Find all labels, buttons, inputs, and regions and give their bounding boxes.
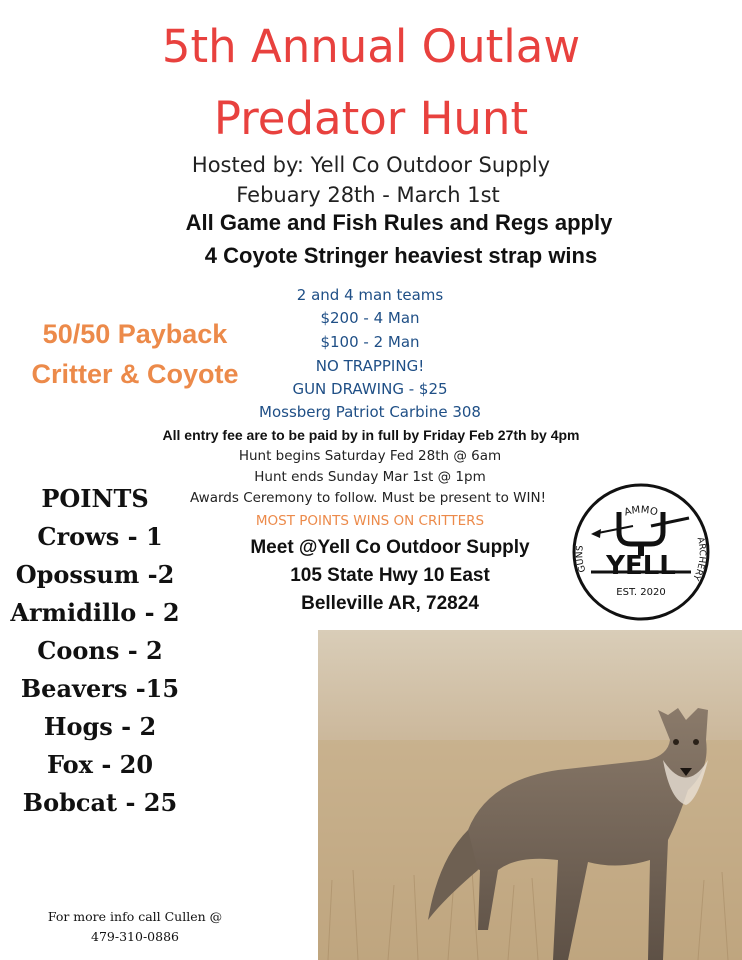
payback-line-1: 50/50 Payback	[42, 319, 228, 349]
points-item: Opossum -2	[15, 560, 175, 589]
title-line-2: Predator Hunt	[213, 92, 529, 145]
contact-line-2: 479-310-0886	[91, 929, 179, 944]
logo-ammo-text: AMMO	[622, 504, 659, 519]
rules-text: All Game and Fish Rules and Regs apply	[185, 210, 613, 235]
team-info-5: GUN DRAWING - $25	[292, 380, 448, 398]
meet-line-3: Belleville AR, 72824	[301, 593, 479, 614]
points-item: Beavers -15	[20, 674, 180, 703]
points-item: Bobcat - 25	[22, 788, 178, 817]
team-info-4: NO TRAPPING!	[315, 357, 425, 375]
points-item: Crows - 1	[37, 522, 163, 551]
points-item: Hogs - 2	[43, 712, 157, 741]
team-info-6: Mossberg Patriot Carbine 308	[259, 403, 481, 421]
points-item: Coons - 2	[37, 636, 163, 665]
entry-fee-text: All entry fee are to be paid by in full by Friday Feb 27th by 4pm	[162, 427, 580, 443]
meet-line-1: Meet @Yell Co Outdoor Supply	[250, 537, 530, 558]
points-heading: POINTS	[41, 484, 149, 513]
yell-logo	[571, 482, 711, 622]
logo-archery-text: ARCHERY	[690, 536, 707, 582]
meet-line-2: 105 State Hwy 10 East	[290, 565, 490, 586]
coyote-photo	[318, 630, 742, 960]
team-info-1: 2 and 4 man teams	[296, 286, 444, 304]
hunt-ends: Hunt ends Sunday Mar 1st @ 1pm	[254, 469, 486, 485]
title-line-1: 5th Annual Outlaw	[161, 20, 581, 73]
hosted-by: Hosted by: Yell Co Outdoor Supply	[191, 153, 551, 177]
awards-text: Awards Ceremony to follow. Must be present to WIN!	[189, 490, 547, 506]
points-item: Armidillo - 2	[10, 598, 180, 627]
logo-yell-text: YELL	[606, 551, 676, 581]
points-item: Fox - 20	[46, 750, 154, 779]
contact-line-1: For more info call Cullen @	[47, 909, 223, 924]
logo-est-text: EST. 2020	[616, 587, 666, 598]
stringer-text: 4 Coyote Stringer heaviest strap wins	[204, 243, 598, 268]
logo-guns-text: GUNS	[575, 545, 589, 574]
event-dates: Febuary 28th - March 1st	[236, 183, 500, 207]
most-points-text: MOST POINTS WINS ON CRITTERS	[255, 513, 485, 529]
team-info-2: $200 - 4 Man	[320, 309, 420, 327]
hunt-begins: Hunt begins Saturday Fed 28th @ 6am	[238, 448, 502, 464]
team-info-3: $100 - 2 Man	[320, 333, 420, 351]
payback-line-2: Critter & Coyote	[31, 359, 239, 389]
